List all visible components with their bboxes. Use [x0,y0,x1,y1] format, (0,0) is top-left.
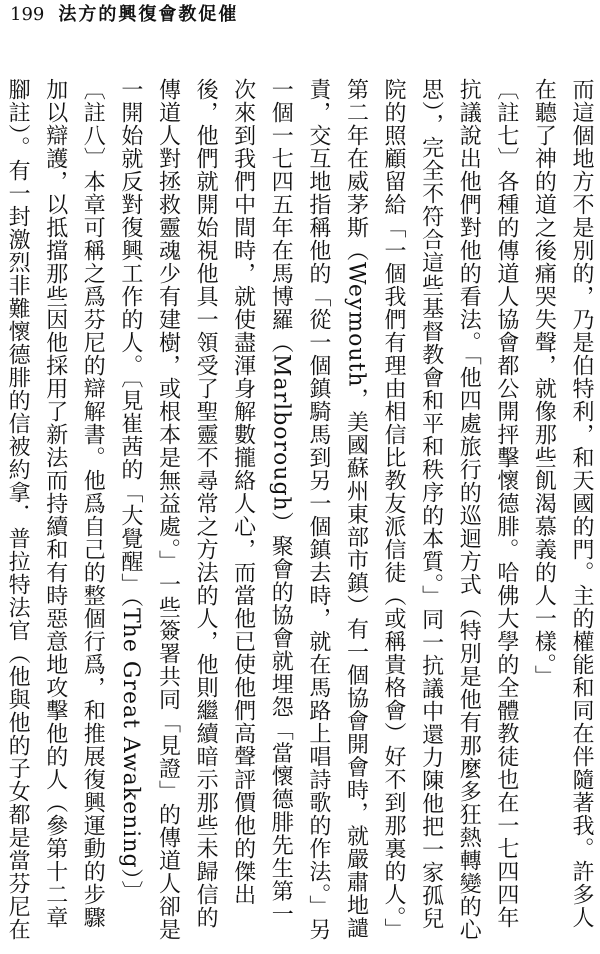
page-number: 199 [10,4,45,25]
running-title: 法方的興復會教促催 [58,4,239,25]
footnote-8: 〔註八〕本章可稱之爲芬尼的辯解書。他爲自己的整個行爲，和推展復興運動的步驟加以辯護，以抵擋那些因他採用了新法而持續和有時惡意地攻擊他的人（參第十二章腳註）。有一封激烈非難懷德腓的信被約拿．普拉特法官（他與他的子女都是當芬尼在 [5,78,106,941]
page-header [10,4,238,26]
vertical-text-body [4,78,600,944]
continued-paragraph: 而這個地方不是別的，乃是伯特利，和天國的門。主的權能和同在伴隨著我。許多人在聽了神的道之後痛哭失聲，就像那些飢渴慕義的人一樣。」 [531,78,594,929]
footnote-7: 〔註七〕各種的傳道人協會都公開抨擊懷德腓。哈佛大學的全體教徒也在一七四四年抗議說出他們對他的看法。「他四處旅行的巡迴方式（特別是他有那麼多狂熱轉變的心思），完全不符合這些基督教會和平和秩序的本質。」同一抗議中還力陳他把一家孤兒院的照顧留給「一個我們有理由相信比教友派信徒（或稱貴格會）好不到那裏的人。」第二年在威茅斯（Weymouth，美國蘇州東部市鎮）有一個協會開會時，就嚴肅地譴責，交互地指稱他的「從一個鎮騎馬到另一個鎮去時，就在馬路上唱詩歌的作法。」另一個一七四五年在馬博羅（Marlborough）聚會的協會就埋怨「當懷德腓先生第一次來到我們中間時，就使盡渾身解數攏絡人心，而當他已使他們高聲評價他的傑出後，他們就開始視他具一領受了聖靈不尋常之方法的人，他則繼續暗示那些未歸信的傳道人對拯救靈魂少有建樹，或根本是無益處。」一些簽署共同「見證」的傳道人卻是一開始就反對復興工作的人。〔見崔茜的「大覺醒」（The Great Awakening）〕 [117,78,519,941]
